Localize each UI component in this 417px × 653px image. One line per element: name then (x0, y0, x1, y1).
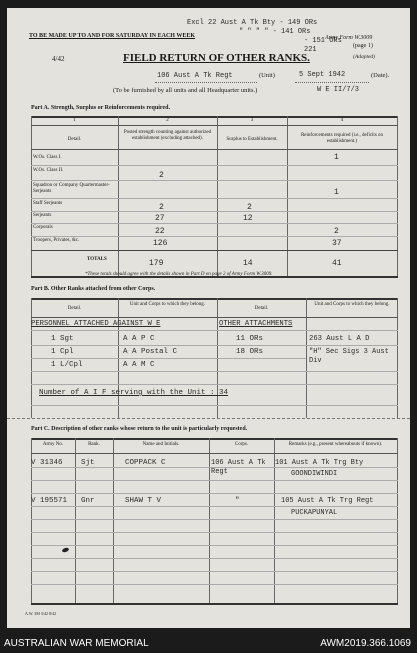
b-row2-unit-2: "H" Sec Sigs 3 Aust Div (309, 348, 389, 365)
b-row2-unit: A A Postal C (123, 348, 178, 356)
form-number: 4/42 (52, 55, 65, 63)
c-row1-remarks: 101 Aust A Tk Trg Bty (275, 459, 364, 467)
b-row3-unit: A A M C (123, 361, 155, 369)
c-row2-remarks-location: PUCKAPUNYAL (291, 509, 338, 517)
other-attachments-title: OTHER ATTACHMENTS (219, 320, 293, 328)
c-row2-army-no: V 195571 (31, 497, 68, 505)
row-label-troopers: Troopers, Privates, &c. (33, 238, 80, 243)
b-row1-unit: A A P C (123, 335, 155, 343)
date-label: (Date). (371, 72, 390, 79)
page-number: (page 1) (353, 43, 373, 49)
c-row1-army-no: V 31346 (31, 459, 63, 467)
row-troopers-posted: 126 (153, 239, 168, 248)
aif-serving-count: Number of A I F serving with the Unit : 34 (39, 389, 229, 397)
unit-value: 106 Aust A Tk Regt (157, 72, 233, 80)
col-number-2: 2 (166, 118, 169, 123)
row-label-cqms: Squadron or Company Quartermaster-Serjeants (33, 183, 110, 194)
c-row2-name: SHAW T V (125, 497, 162, 505)
row-troopers-reinforcements: 37 (332, 239, 342, 248)
typed-top-3: - 151 ORs (304, 37, 342, 45)
c-row2-corps: " (235, 497, 240, 505)
row-cqms-reinforcements: 1 (334, 188, 339, 197)
row-wo2-posted: 2 (159, 171, 164, 180)
c-row2-rank: Gnr (81, 497, 95, 505)
reference: W E II/7/3 (317, 86, 360, 94)
col-header-surplus: Surplus to Establishment. (226, 137, 278, 142)
b-row3-detail: 1 L/Cpl (51, 361, 83, 369)
c-row1-remarks-location: GOONDIWINDI (291, 470, 338, 478)
col-number-3: 3 (250, 118, 254, 123)
army-form-number: Army Form W.3009 (325, 35, 373, 41)
b-row2-detail-2: 18 ORs (236, 348, 264, 356)
typed-top-4: 221 (304, 46, 317, 54)
part-b-heading: Part B. Other Ranks attached from other Corps. (31, 286, 156, 292)
b-row1-unit-2: 263 Aust L A D (309, 335, 370, 343)
col-number-1: 1 (73, 118, 76, 123)
form-sheet (7, 8, 410, 628)
row-staff-serjeants-posted: 2 (159, 203, 164, 212)
c-col-header-name: Name and Initials. (142, 442, 180, 447)
part-a-footnote: *These totals should agree with the details shown in Part D on page 2 of Army Form W.3009. (85, 272, 273, 277)
printer-mark: A.W. 3M 3/42 8/42 (25, 611, 57, 616)
c-row1-rank: Sjt (81, 459, 95, 467)
c-col-header-remarks: Remarks (e.g., present whereabouts if known). (288, 442, 383, 447)
row-corporals-reinforcements: 2 (334, 227, 339, 236)
row-wo1-reinforcements: 1 (334, 153, 339, 162)
b-col-header-unit: Unit and Corps to which they belong. (129, 302, 206, 307)
attached-against-we-title: PERSONNEL ATTACHED AGAINST W E (31, 320, 161, 328)
footer-accession: AWM2019.366.1069 (320, 638, 411, 649)
c-row2-remarks: 105 Aust A Tk Trg Regt (281, 497, 374, 505)
row-serjeants-surplus: 12 (243, 214, 253, 223)
typed-top-2: " " " " - 141 ORs (239, 28, 311, 36)
date-value: 5 Sept 1942 (299, 71, 346, 79)
totals-label: TOTALS (87, 257, 107, 262)
col-header-posted: Posted strength counting against authorized establishment (excluding attached). (123, 130, 212, 141)
footer-source: AUSTRALIAN WAR MEMORIAL (4, 638, 149, 649)
adapted-label: (Adapted) (353, 54, 375, 60)
b-row2-detail: 1 Cpl (51, 348, 74, 356)
footer (0, 633, 417, 653)
totals-surplus: 14 (243, 259, 253, 268)
instruction-text: TO BE MADE UP TO AND FOR SATURDAY IN EACH WEEK (29, 33, 196, 39)
row-label-staff-serjeants: Staff Serjeants (33, 201, 63, 206)
row-label-corporals: Corporals (33, 225, 53, 230)
b-col-header-unit-2: Unit and Corps to which they belong. (314, 302, 390, 307)
row-corporals-posted: 22 (155, 227, 165, 236)
b-col-header-detail: Detail. (67, 306, 82, 311)
row-label-wo1: W.Os. Class I. (33, 155, 62, 160)
part-a-heading: Part A. Strength, Surplus or Reinforcements required. (31, 105, 170, 111)
furnish-note: (To be furnished by all units and all Headquarter units.) (113, 87, 258, 94)
part-c-heading: Part C. Description of other ranks whose return to the unit is particularly requested. (31, 426, 248, 432)
typed-top-1: Excl 22 Aust A Tk Bty - 149 ORs (187, 19, 318, 27)
col-header-detail: Detail. (67, 137, 82, 142)
totals-reinforcements: 41 (332, 259, 342, 268)
row-serjeants-posted: 27 (155, 214, 165, 223)
b-row1-detail: 1 Sgt (51, 335, 74, 343)
col-header-reinforcements: Reinforcements required (i.e., deficits on establishment.) (300, 133, 384, 144)
totals-posted: 179 (149, 259, 164, 268)
col-number-4: 4 (340, 118, 344, 123)
c-col-header-corps: Corps. (234, 442, 249, 447)
row-staff-serjeants-surplus: 2 (247, 203, 252, 212)
row-label-serjeants: Serjeants (33, 213, 52, 218)
row-label-wo2: W.Os. Class II. (33, 168, 64, 173)
c-col-header-rank: Rank. (88, 442, 100, 447)
c-row1-corps: 106 Aust A Tk Regt (211, 459, 266, 476)
unit-label: (Unit) (259, 72, 275, 79)
page-title: FIELD RETURN OF OTHER RANKS. (123, 52, 310, 64)
b-col-header-detail-2: Detail. (254, 306, 269, 311)
b-row1-detail-2: 11 ORs (236, 335, 264, 343)
c-row1-name: COPPACK C (125, 459, 166, 467)
c-col-header-army-no: Army No. (42, 442, 64, 447)
ink-blot (62, 547, 70, 553)
